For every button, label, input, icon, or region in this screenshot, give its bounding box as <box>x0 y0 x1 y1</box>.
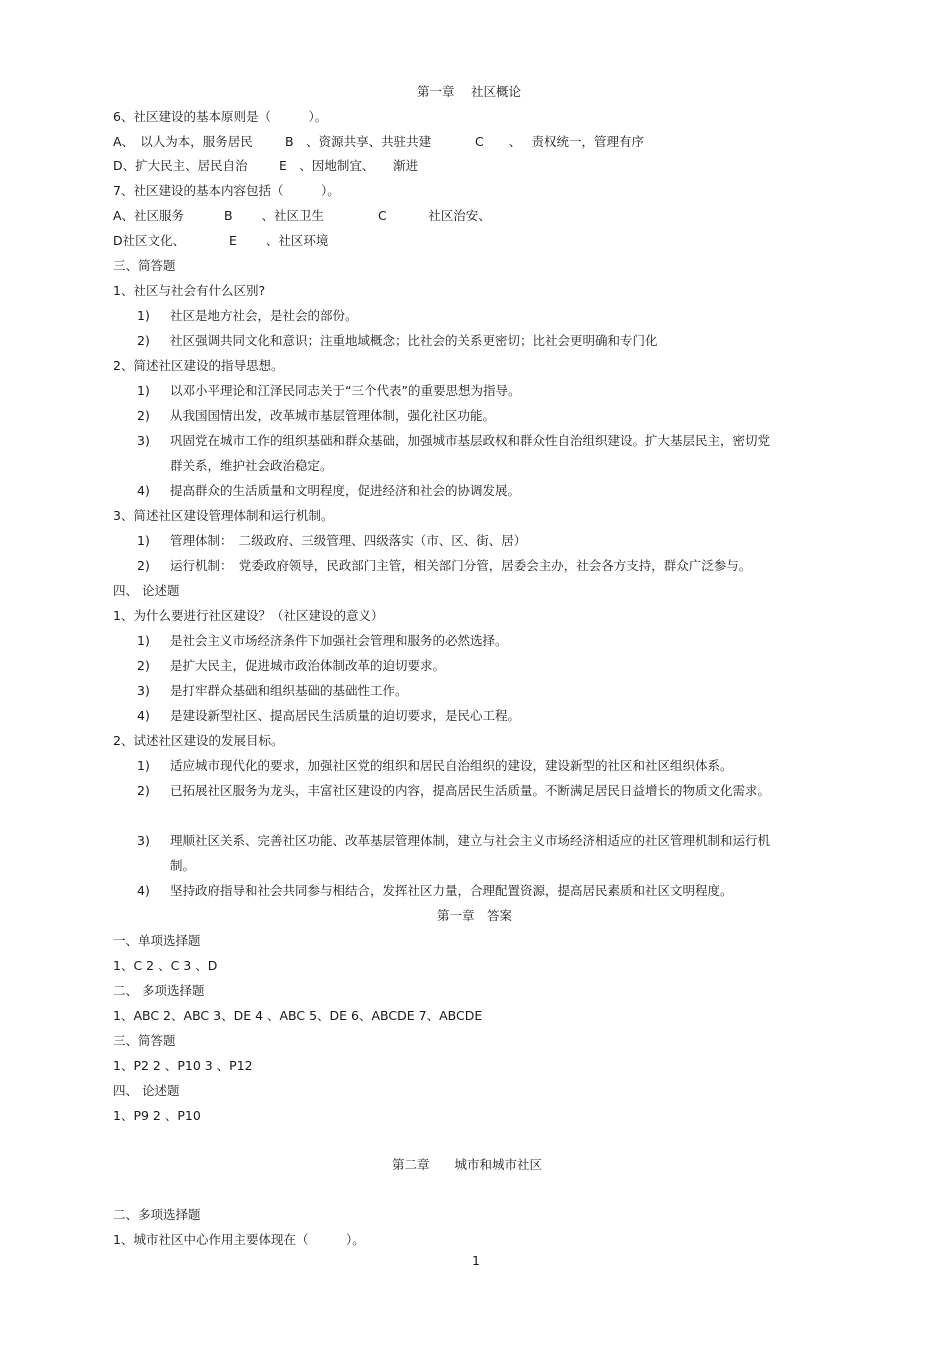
item-number: 2) <box>137 333 150 348</box>
item-text: 已拓展社区服务为龙头，丰富社区建设的内容，提高居民生活质量。不断满足居民日益增长的物质文化需求。 <box>170 783 771 798</box>
answer-line: 1、C 2 、C 3 、D <box>113 958 218 973</box>
option-d: D社区文化、 <box>113 233 186 248</box>
question-stem: 7、社区建设的基本内容包括（ ）。 <box>113 183 340 198</box>
item-number: 2) <box>137 783 150 798</box>
item-text: 适应城市现代化的要求，加强社区党的组织和居民自治组织的建设，建设新型的社区和社区组织体系。 <box>170 758 733 773</box>
item-text: 是社会主义市场经济条件下加强社会管理和服务的必然选择。 <box>170 633 508 648</box>
item-text: 社区强调共同文化和意识；注重地域概念；比社会的关系更密切；比社会更明确和专门化 <box>170 333 658 348</box>
item-number: 1) <box>137 383 150 398</box>
section-heading: 二、多项选择题 <box>113 1207 201 1222</box>
question-stem: 6、社区建设的基本原则是（ ）。 <box>113 109 328 124</box>
answer-line: 1、P9 2 、P10 <box>113 1108 201 1123</box>
section-heading: 二、 多项选择题 <box>113 983 205 998</box>
item-text: 坚持政府指导和社会共同参与相结合，发挥社区力量，合理配置资源，提高居民素质和社区文明程度。 <box>170 883 733 898</box>
item-number: 1) <box>137 633 150 648</box>
item-text: 是扩大民主，促进城市政治体制改革的迫切要求。 <box>170 658 446 673</box>
question-stem: 1、为什么要进行社区建设？（社区建设的意义） <box>113 608 384 623</box>
item-number: 2) <box>137 408 150 423</box>
option-e: E 、社区环境 <box>229 233 329 248</box>
item-text: 从我国国情出发，改革城市基层管理体制，强化社区功能。 <box>170 408 496 423</box>
section-heading: 三、简答题 <box>113 1033 176 1048</box>
section-heading: 一、单项选择题 <box>113 933 201 948</box>
item-text: 是打牢群众基础和组织基础的基础性工作。 <box>170 683 408 698</box>
option-c: C 社区治安、 <box>378 208 491 223</box>
item-text: 运行机制： 党委政府领导，民政部门主管，相关部门分管，居委会主办，社会各方支持，群众广泛参与。 <box>170 558 752 573</box>
option-b: B 、社区卫生 <box>224 208 325 223</box>
item-number: 3) <box>137 833 150 848</box>
answers-title: 第一章 答案 <box>437 908 513 923</box>
item-text: 是建设新型社区、提高居民生活质量的迫切要求，是民心工程。 <box>170 708 521 723</box>
option-a: A、 以人为本，服务居民 <box>113 134 253 149</box>
item-text: 管理体制： 二级政府、三级管理、四级落实（市、区、街、居） <box>170 533 527 548</box>
question-stem: 1、社区与社会有什么区别? <box>113 283 266 298</box>
chapter-title: 第二章 城市和城市社区 <box>392 1157 543 1172</box>
item-text: 巩固党在城市工作的组织基础和群众基础，加强城市基层政权和群众性自治组织建设。扩大基层民主，密切党群关系，维护社会政治稳定。 <box>170 433 771 473</box>
question-stem: 2、试述社区建设的发展目标。 <box>113 733 284 748</box>
option-a: A、社区服务 <box>113 208 185 223</box>
page-number: 1 <box>472 1253 480 1268</box>
answer-line: 1、P2 2 、P10 3 、P12 <box>113 1058 253 1073</box>
option-b: B 、资源共享、共驻共建 <box>285 134 432 149</box>
item-text: 理顺社区关系、完善社区功能、改革基层管理体制，建立与社会主义市场经济相适应的社区管理机制和运行机制。 <box>170 833 771 873</box>
option-d: D、扩大民主、居民自治 <box>113 158 248 173</box>
question-stem: 3、简述社区建设管理体制和运行机制。 <box>113 508 334 523</box>
section-heading: 四、 论述题 <box>113 583 180 598</box>
item-number: 2) <box>137 658 150 673</box>
item-number: 1) <box>137 308 150 323</box>
item-text: 以邓小平理论和江泽民同志关于“三个代表”的重要思想为指导。 <box>170 383 521 398</box>
item-number: 2) <box>137 558 150 573</box>
item-number: 3) <box>137 433 150 448</box>
item-number: 1) <box>137 533 150 548</box>
item-number: 1) <box>137 758 150 773</box>
item-number: 4) <box>137 708 150 723</box>
question-stem: 1、城市社区中心作用主要体现在（ ）。 <box>113 1232 365 1247</box>
chapter-title: 第一章 社区概论 <box>417 84 521 99</box>
item-text: 社区是地方社会，是社会的部份。 <box>170 308 358 323</box>
item-text: 提高群众的生活质量和文明程度，促进经济和社会的协调发展。 <box>170 483 521 498</box>
item-number: 4) <box>137 883 150 898</box>
option-c: C 、 责权统一，管理有序 <box>475 134 644 149</box>
item-number: 4) <box>137 483 150 498</box>
section-heading: 三、简答题 <box>113 258 176 273</box>
section-heading: 四、 论述题 <box>113 1083 180 1098</box>
answer-line: 1、ABC 2、ABC 3、DE 4 、ABC 5、DE 6、ABCDE 7、ABCDE <box>113 1008 483 1023</box>
item-number: 3) <box>137 683 150 698</box>
option-e: E 、因地制宜、 渐进 <box>279 158 419 173</box>
question-stem: 2、简述社区建设的指导思想。 <box>113 358 284 373</box>
